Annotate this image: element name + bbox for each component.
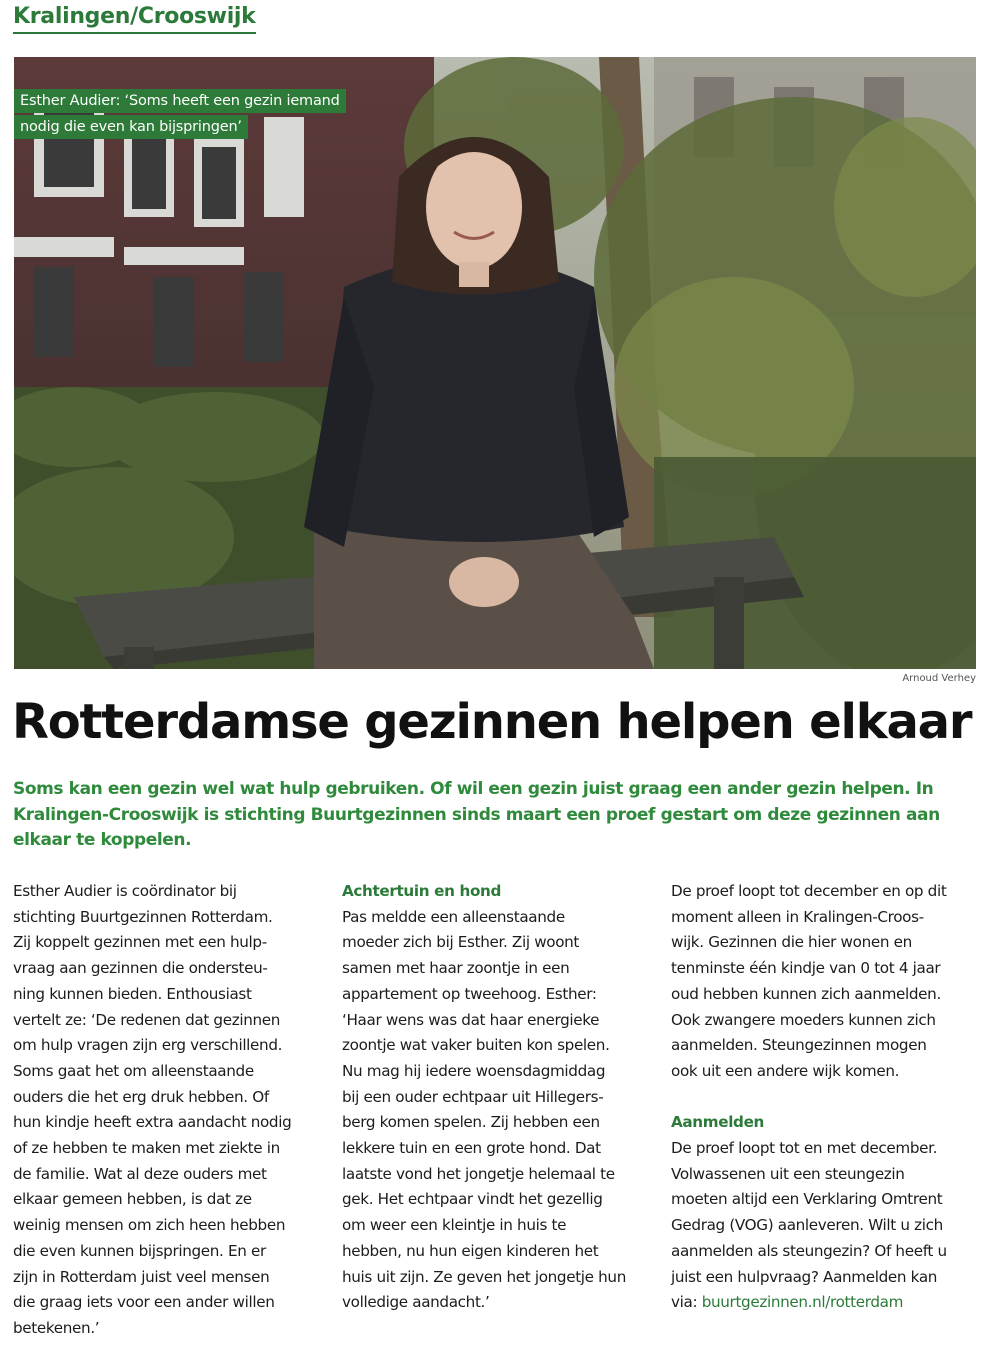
body-line: elkaar gemeen hebben, is dat ze [13, 1190, 252, 1209]
body-line: ook uit een andere wijk komen. [671, 1061, 900, 1080]
body-line: Ook zwangere moeders kunnen zich [671, 1010, 936, 1029]
paragraph-gap [671, 1085, 981, 1111]
body-line: zijn in Rotterdam juist veel mensen [13, 1267, 270, 1286]
body-line: huis uit zijn. Ze geven het jongetje hun [342, 1267, 626, 1286]
body-line: ouders die het erg druk hebben. Of [13, 1087, 269, 1106]
body-line: Nu mag hij iedere woensdagmiddag [342, 1061, 606, 1080]
body-line: weinig mensen om zich heen hebben [13, 1216, 286, 1235]
body-line: om hulp vragen zijn erg verschillend. [13, 1036, 283, 1055]
article-column-1 [13, 879, 325, 1342]
photo-illustration [14, 57, 976, 669]
photo-caption-line: nodig die even kan bijspringen’ [14, 115, 248, 139]
buurtgezinnen-link[interactable]: buurtgezinnen.nl/rotterdam [701, 1293, 904, 1312]
body-line: Pas meldde een alleenstaande [342, 907, 565, 926]
body-line: De proef loopt tot en met december. [671, 1139, 938, 1158]
body-line: tenminste één kindje van 0 tot 4 jaar [671, 959, 941, 978]
body-line: ‘Haar wens was dat haar energieke [342, 1010, 600, 1029]
article-column-2 [342, 879, 656, 1316]
body-line: juist een hulpvraag? Aanmelden kan [671, 1267, 938, 1286]
body-line: oud hebben kunnen zich aanmelden. [671, 984, 941, 1003]
body-line: die even kunnen bijspringen. En er [13, 1241, 266, 1260]
section-title: Kralingen/Crooswijk [13, 4, 256, 34]
body-line: hebben, nu hun eigen kinderen het [342, 1241, 599, 1260]
body-line: zoontje wat vaker buiten kon spelen. [342, 1036, 610, 1055]
body-line: aanmelden als steungezin? Of heeft u [671, 1241, 947, 1260]
article-intro: Soms kan een gezin wel wat hulp gebruiken. Of wil een gezin juist graag een ander gezin helpen. In Kralingen-Crooswijk is stichting Buurtgezinnen sinds maart een proef gestart om deze gezinnen aan elkaar te koppelen. [13, 779, 940, 850]
body-line: moeder zich bij Esther. Zij woont [342, 933, 580, 952]
body-line: moeten altijd een Verklaring Omtrent [671, 1190, 943, 1209]
body-line: lekkere tuin en een grote hond. Dat [342, 1139, 601, 1158]
photo-caption-line: Esther Audier: ‘Soms heeft een gezin iemand [14, 89, 346, 113]
body-line: De proef loopt tot december en op dit [671, 882, 947, 900]
body-line: Esther Audier is coördinator bij [13, 882, 237, 900]
body-line: of ze hebben te maken met ziekte in [13, 1139, 280, 1158]
photo-credit: Arnoud Verhey [902, 673, 976, 684]
body-line: vraag aan gezinnen die ondersteu- [13, 959, 268, 978]
article-headline: Rotterdamse gezinnen helpen elkaar [12, 694, 972, 750]
body-line: hun kindje heeft extra aandacht nodig [13, 1113, 292, 1132]
subheading-aanmelden: Aanmelden [671, 1113, 764, 1132]
body-line: Gedrag (VOG) aanleveren. Wilt u zich [671, 1216, 943, 1235]
subheading-achtertuin: Achtertuin en hond [342, 882, 502, 900]
body-line: Volwassenen uit een steungezin [671, 1164, 905, 1183]
via-label: via: [671, 1293, 698, 1312]
body-line: berg komen spelen. Zij hebben een [342, 1113, 600, 1132]
body-line: vertelt ze: ‘De redenen dat gezinnen [13, 1010, 281, 1029]
body-line: de familie. Wat al deze ouders met [13, 1164, 267, 1183]
body-line: Soms gaat het om alleenstaande [13, 1061, 254, 1080]
body-line: ning kunnen bieden. Enthousiast [13, 984, 252, 1003]
body-line: volledige aandacht.’ [342, 1293, 490, 1312]
body-line-link [671, 1290, 981, 1316]
body-line: die graag iets voor een ander willen [13, 1293, 275, 1312]
body-line: bij een ouder echtpaar uit Hillegers- [342, 1087, 604, 1106]
body-line: betekenen.’ [13, 1318, 100, 1337]
photo-caption [14, 89, 346, 141]
body-line: aanmelden. Steungezinnen mogen [671, 1036, 927, 1055]
article-column-3 [671, 879, 981, 1316]
body-line: Zij koppelt gezinnen met een hulp- [13, 933, 267, 952]
body-line: om weer een kleintje in huis te [342, 1216, 567, 1235]
body-line: appartement op tweehoog. Esther: [342, 984, 597, 1003]
body-line: laatste vond het jongetje helemaal te [342, 1164, 615, 1183]
body-line: stichting Buurtgezinnen Rotterdam. [13, 907, 273, 926]
body-line: gek. Het echtpaar vindt het gezellig [342, 1190, 603, 1209]
body-line: moment alleen in Kralingen-Croos- [671, 907, 924, 926]
body-line: wijk. Gezinnen die hier wonen en [671, 933, 912, 952]
body-line: samen met haar zoontje in een [342, 959, 570, 978]
article-photo [14, 57, 976, 669]
